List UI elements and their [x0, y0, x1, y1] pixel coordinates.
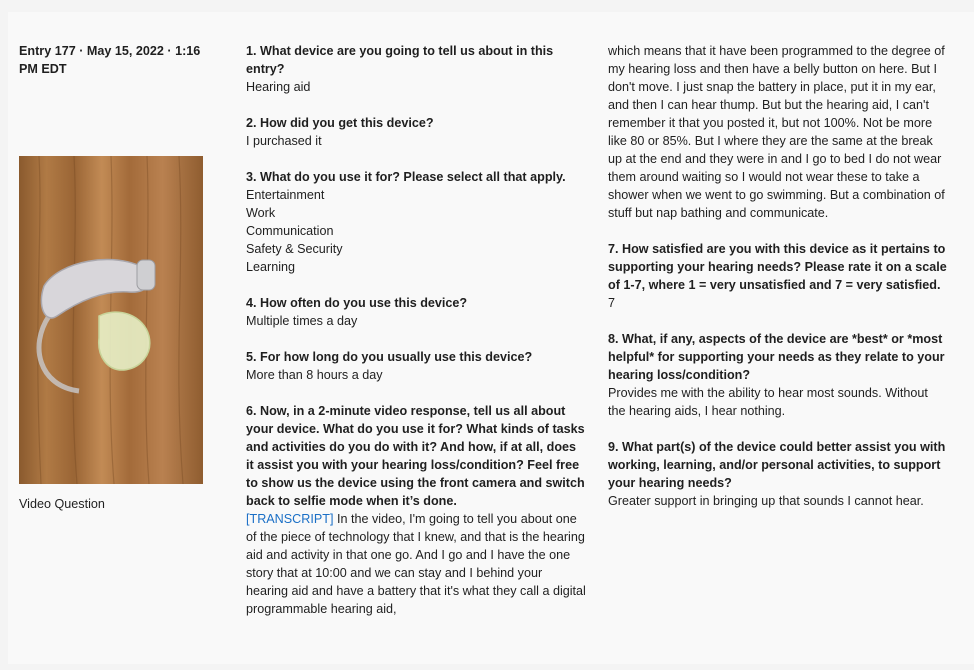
answer-item: Safety & Security [246, 242, 343, 256]
questions-column-middle [246, 42, 586, 636]
video-question-label: Video Question [19, 497, 105, 511]
hearing-aid-photo [19, 156, 203, 484]
question-block-8 [608, 330, 948, 420]
answer-item: Work [246, 206, 276, 220]
transcript-continued [608, 42, 948, 222]
question-block-2 [246, 114, 586, 150]
questions-column-right [608, 42, 948, 528]
question-text: 6. Now, in a 2-minute video response, tell us all about your device. What do you use it for? What kinds of tasks and activities do you do with it? And how, if at all, does it assist you with your hearing loss/condition? Feel free to show us the device using the front camera and switch back to selfie mode when it’s done. [246, 404, 585, 508]
question-text: 5. For how long do you usually use this device? [246, 350, 533, 364]
answer-text: Greater support in bringing up that sounds I cannot hear. [608, 494, 924, 508]
question-block-6 [246, 402, 586, 618]
question-block-4 [246, 294, 586, 330]
question-block-1 [246, 42, 586, 96]
question-block-5 [246, 348, 586, 384]
question-block-7 [608, 240, 948, 312]
question-text: 9. What part(s) of the device could better assist you with working, learning, and/or personal activities, to support your hearing needs? [608, 440, 946, 490]
question-text: 3. What do you use it for? Please select all that apply. [246, 170, 566, 184]
transcript-part-2: which means that it have been programmed to the degree of my hearing loss and then have a belly button on here. But I don't move. I just snap the battery in place, put it in my ear, and then I can hear thump. But but the hearing aid, I can't remember it that you posted it, but not 100%. Not be more like 80 or 85%. But I where they are the same at the break up at the end and they were in and I go to bed I do not wear them around waiting so I would not wear these to take a shower when we went to go swimming. But a combination of stuff but nap bathing and communicate. [608, 44, 945, 220]
entry-header: Entry 177 · May 15, 2022 · 1:16 PM EDT [19, 44, 201, 76]
transcript-tag: [TRANSCRIPT] [246, 512, 334, 526]
question-text: 4. How often do you use this device? [246, 296, 468, 310]
answer-text: I purchased it [246, 134, 322, 148]
question-block-3 [246, 168, 586, 276]
question-text: 7. How satisfied are you with this device as it pertains to supporting your hearing needs? Please rate it on a scale of 1-7, where 1 = very unsatisfied and 7 = very satisfied. [608, 242, 947, 292]
answer-text: 7 [608, 296, 616, 310]
question-text: 2. How did you get this device? [246, 116, 434, 130]
answer-item: Entertainment [246, 188, 325, 202]
transcript-part-1: In the video, I'm going to tell you about one of the piece of technology that I knew, and that is the hearing aid and activity in that one go. And I go and I have the one story that at 10:00 and we can stay and I behind your hearing aid and have a battery that it's what they call a digital programmable hearing aid, [246, 512, 586, 616]
transcript-text [246, 510, 586, 618]
question-text: 1. What device are you going to tell us about in this entry? [246, 44, 554, 76]
question-text: 8. What, if any, aspects of the device are *best* or *most helpful* for supporting your needs as they relate to your hearing loss/condition? [608, 332, 945, 382]
answer-item: Communication [246, 224, 334, 238]
question-block-9 [608, 438, 948, 510]
answer-item: Learning [246, 260, 296, 274]
answer-text: Multiple times a day [246, 314, 358, 328]
answer-text: Provides me with the ability to hear most sounds. Without the hearing aids, I hear nothing. [608, 386, 928, 418]
answer-text: Hearing aid [246, 80, 311, 94]
entry-meta [19, 42, 219, 78]
answer-text: More than 8 hours a day [246, 368, 383, 382]
